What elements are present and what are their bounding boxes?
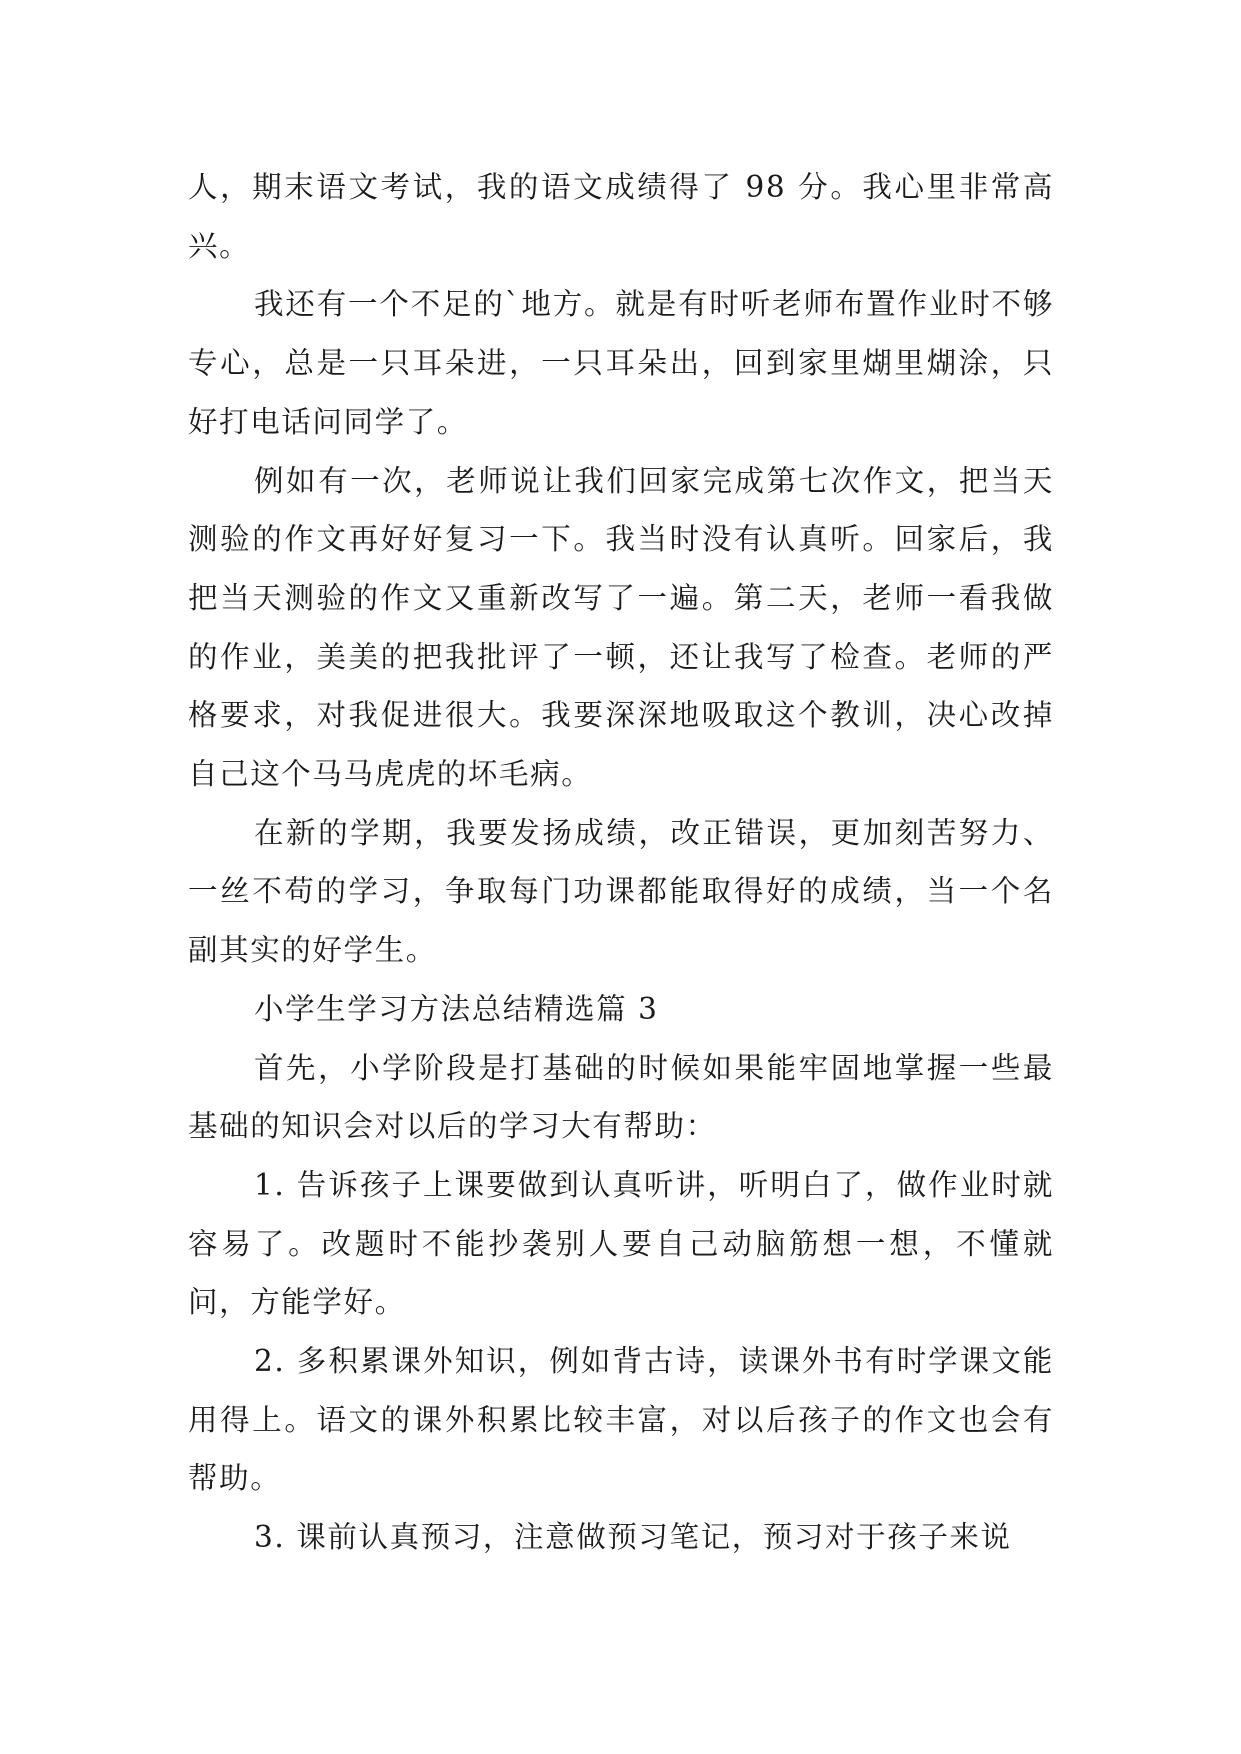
- section-heading: 小学生学习方法总结精选篇 3: [254, 991, 659, 1026]
- paragraph-new-semester: 在新的学期，我要发扬成绩，改正错误，更加刻苦努力、一丝不苟的学习，争取每门功课都能取得好的成绩，当一个名副其实的好学生。: [188, 815, 1054, 968]
- paragraph-intro: 首先，小学阶段是打基础的时候如果能牢固地掌握一些最基础的知识会对以后的学习大有帮助：: [188, 1050, 1054, 1144]
- document-body: [188, 158, 1054, 1567]
- list-item-1: 1. 告诉孩子上课要做到认真听讲，听明白了，做作业时就容易了。改题时不能抄袭别人要自己动脑筋想一想，不懂就问，方能学好。: [188, 1167, 1054, 1320]
- list-item-2: 2. 多积累课外知识，例如背古诗，读课外书有时学课文能用得上。语文的课外积累比较丰富，对以后孩子的作文也会有帮助。: [188, 1344, 1054, 1496]
- paragraph-continuation: 人，期末语文考试，我的语文成绩得了 98 分。我心里非常高兴。: [188, 170, 1054, 263]
- paragraph-example: 例如有一次，老师说让我们回家完成第七次作文，把当天测验的作文再好好复习一下。我当时没有认真听。回家后，我把当天测验的作文又重新改写了一遍。第二天，老师一看我做的作业，美美的把我批评了一顿，还让我写了检查。老师的严格要求，对我促进很大。我要深深地吸取这个教训，决心改掉自己这个马马虎虎的坏毛病。: [188, 463, 1054, 792]
- list-item-3: 3. 课前认真预习，注意做预习笔记，预习对于孩子来说: [254, 1520, 1012, 1555]
- paragraph-shortcoming: 我还有一个不足的`地方。就是有时听老师布置作业时不够专心，总是一只耳朵进，一只耳朵出，回到家里煳里煳涂，只好打电话问同学了。: [188, 287, 1054, 439]
